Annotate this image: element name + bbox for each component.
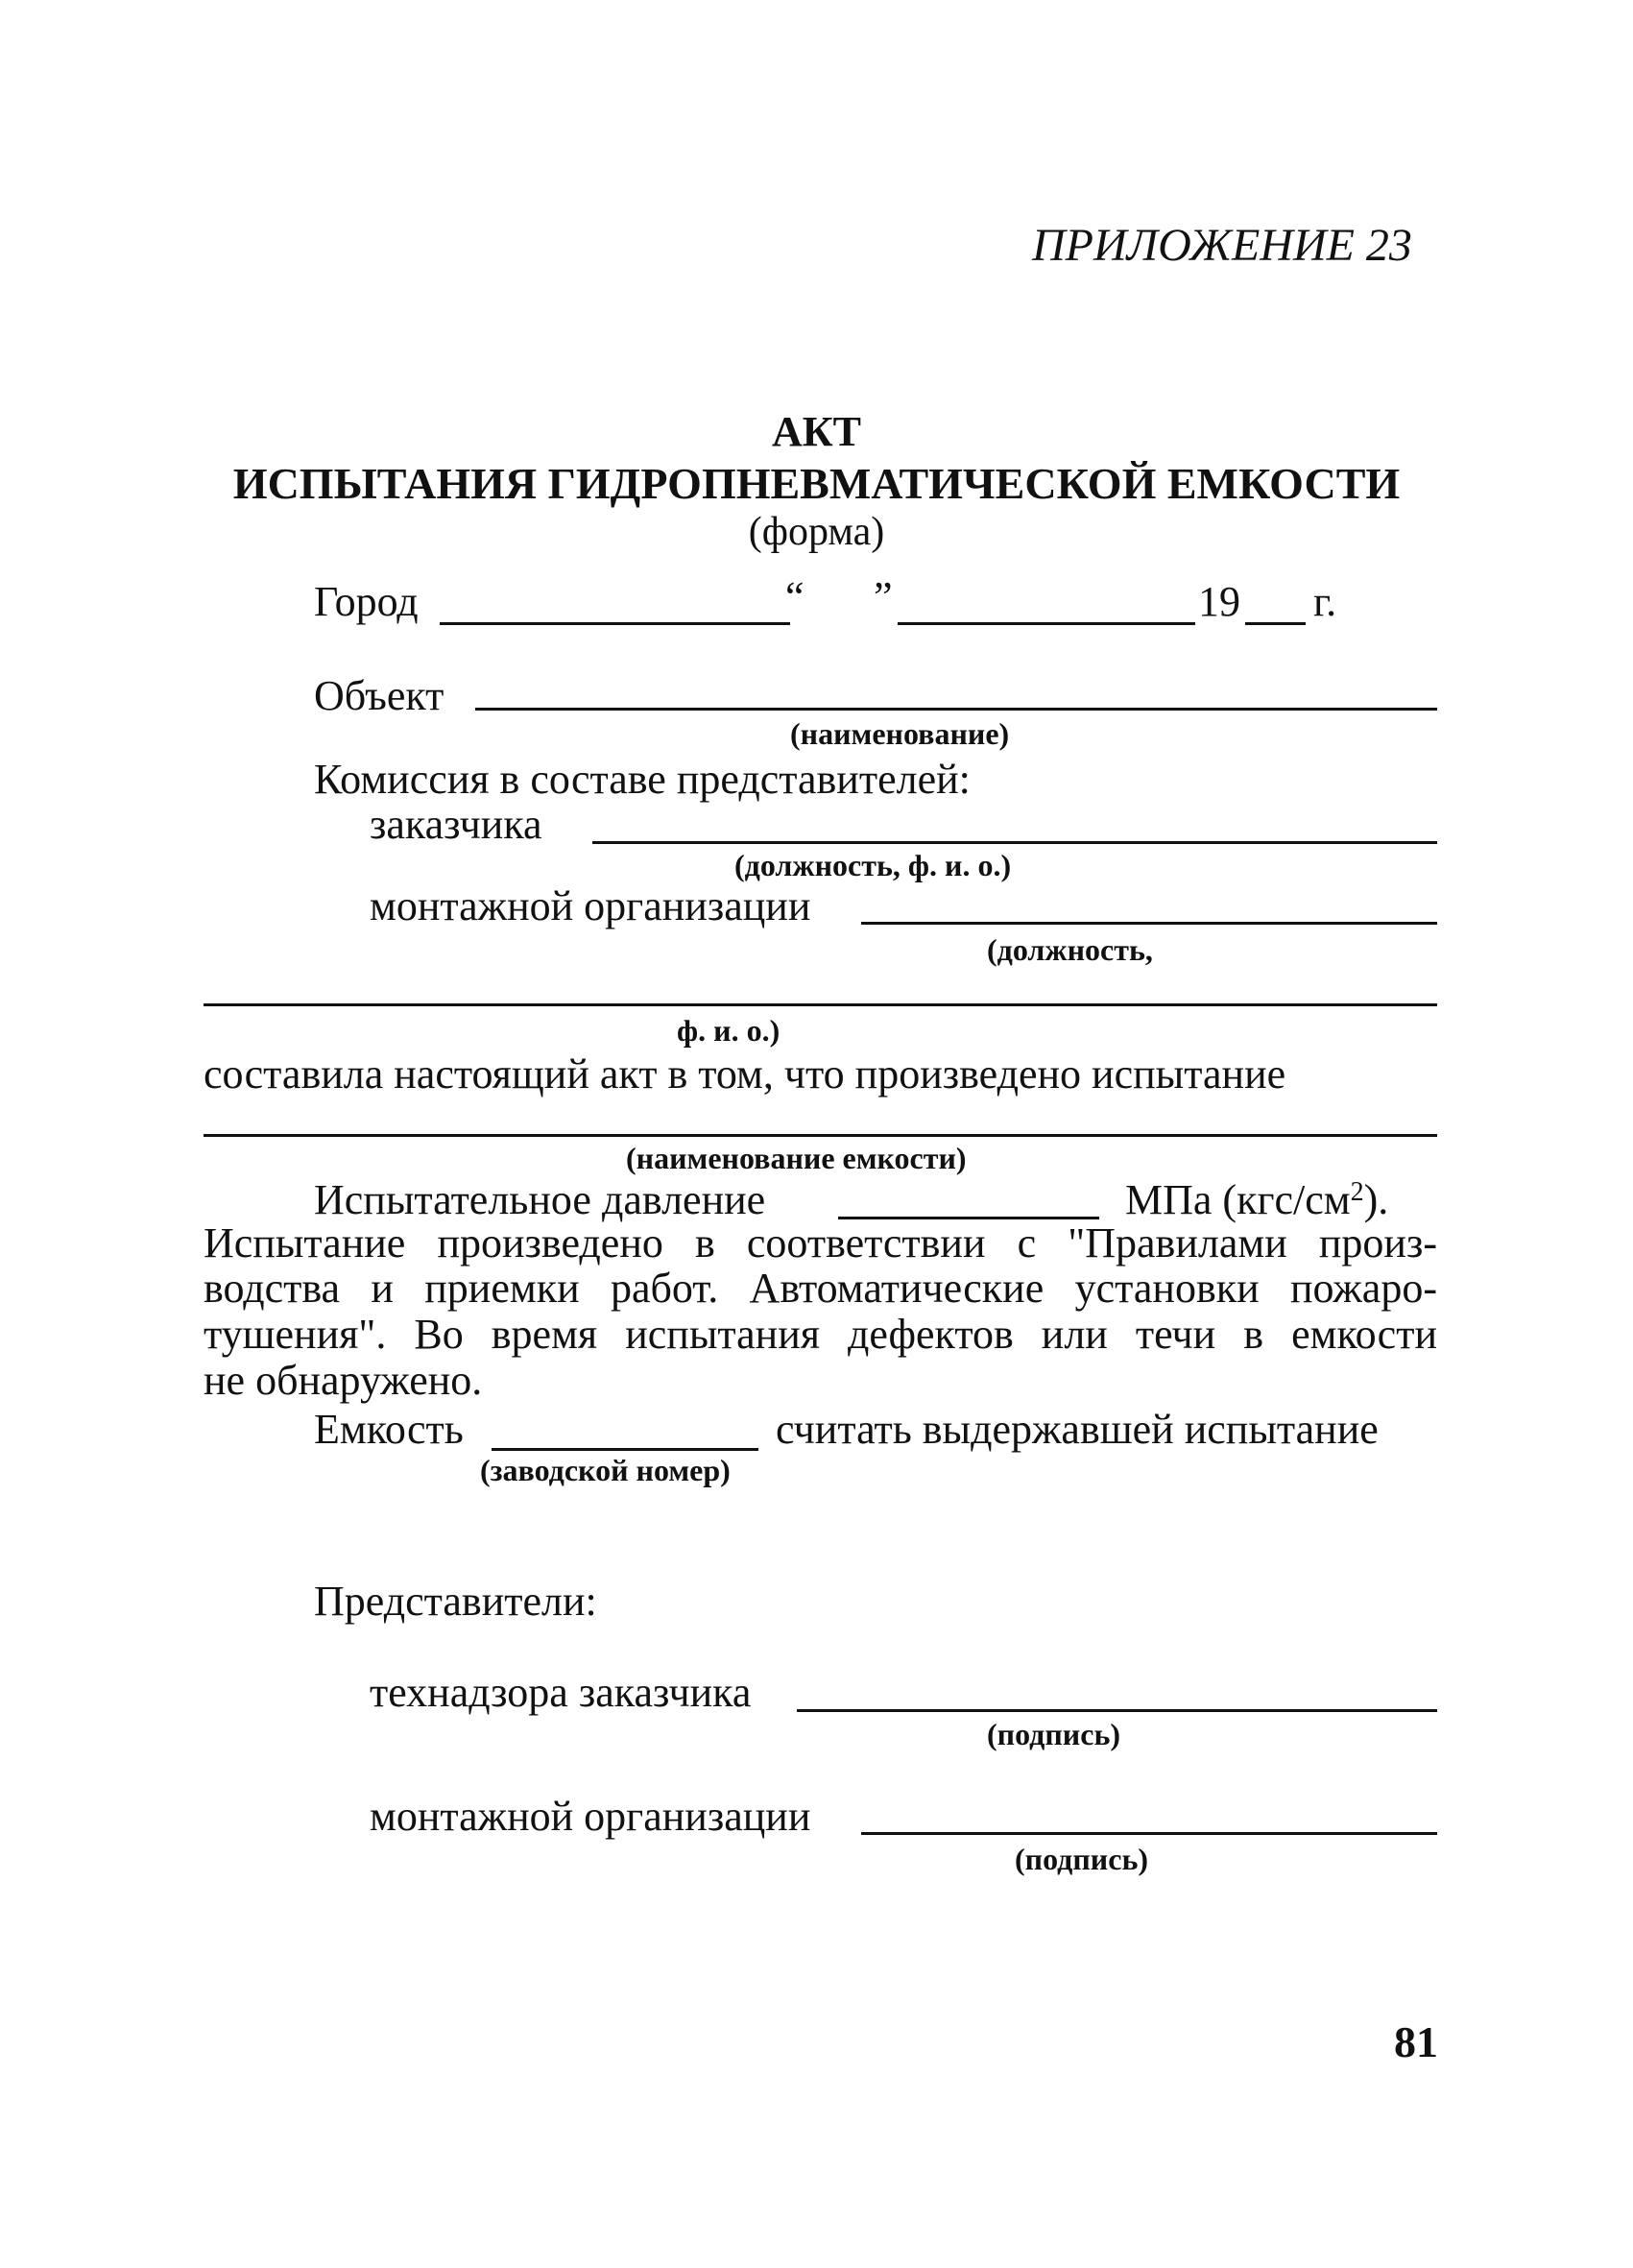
- installer-label: монтажной организации: [370, 882, 811, 929]
- installer-signature-line[interactable]: [861, 1832, 1437, 1835]
- supervision-signature-caption: (подпись): [987, 1717, 1121, 1751]
- serial-number-caption: (заводской номер): [480, 1453, 731, 1487]
- installer-caption-2: ф. и. о.): [677, 1013, 780, 1048]
- body-line-1: Испытание произведено в соответствии с "Правилами произ-: [204, 1219, 1437, 1267]
- customer-caption: (должность, ф. и. о.): [734, 848, 1012, 882]
- object-field-line[interactable]: [475, 708, 1437, 711]
- customer-field-line[interactable]: [592, 841, 1437, 844]
- year-field-line[interactable]: [1245, 622, 1306, 625]
- pressure-unit: МПа $(кгс/см^2)$.: [1125, 1176, 1389, 1223]
- date-field-line[interactable]: [898, 622, 1195, 625]
- tank-label: Емкость: [314, 1406, 464, 1453]
- city-field-line[interactable]: [440, 622, 790, 625]
- city-label: Город: [314, 578, 419, 625]
- tank-name-caption: (наименование емкости): [626, 1141, 967, 1175]
- act-subtitle: ИСПЫТАНИЯ ГИДРОПНЕВМАТИЧЕСКОЙ ЕМКОСТИ: [232, 459, 1401, 508]
- tank-name-field-line[interactable]: [204, 1134, 1437, 1137]
- year-prefix: 19: [1198, 578, 1240, 625]
- pressure-label: Испытательное давление: [314, 1176, 766, 1223]
- body-line-4: не обнаружено.: [204, 1357, 483, 1404]
- appendix-label: ПРИЛОЖЕНИЕ 23: [1032, 220, 1412, 271]
- act-statement: составила настоящий акт в том, что произведено испытание: [204, 1050, 1286, 1098]
- body-line-2: водства и приемки работ. Автоматические установки пожаро-: [204, 1265, 1437, 1312]
- installer-signature-caption: (подпись): [1015, 1842, 1149, 1876]
- representatives-label: Представители:: [314, 1578, 597, 1625]
- customer-label: заказчика: [370, 801, 542, 848]
- serial-number-field-line[interactable]: [492, 1448, 758, 1451]
- year-suffix: г.: [1313, 578, 1337, 625]
- commission-label: Комиссия в составе представителей:: [314, 756, 971, 803]
- form-label: (форма): [748, 510, 885, 554]
- close-quote: ”: [874, 573, 893, 620]
- installer-caption-1: (должность,: [987, 932, 1153, 967]
- installer-field-line-2[interactable]: [204, 1003, 1437, 1006]
- object-label: Объект: [314, 672, 444, 719]
- supervision-label: технадзора заказчика: [370, 1669, 752, 1716]
- installer-field-line[interactable]: [861, 922, 1437, 925]
- installer-rep-label: монтажной организации: [370, 1793, 811, 1840]
- supervision-signature-line[interactable]: [797, 1709, 1437, 1712]
- act-title: АКТ: [771, 408, 862, 455]
- object-caption: (наименование): [790, 716, 1010, 751]
- page-number: 81: [1394, 2017, 1438, 2066]
- tank-result: считать выдержавшей испытание: [776, 1406, 1379, 1453]
- body-line-3: тушения". Во время испытания дефектов или течи в емкости: [204, 1311, 1437, 1358]
- open-quote: “: [785, 573, 804, 620]
